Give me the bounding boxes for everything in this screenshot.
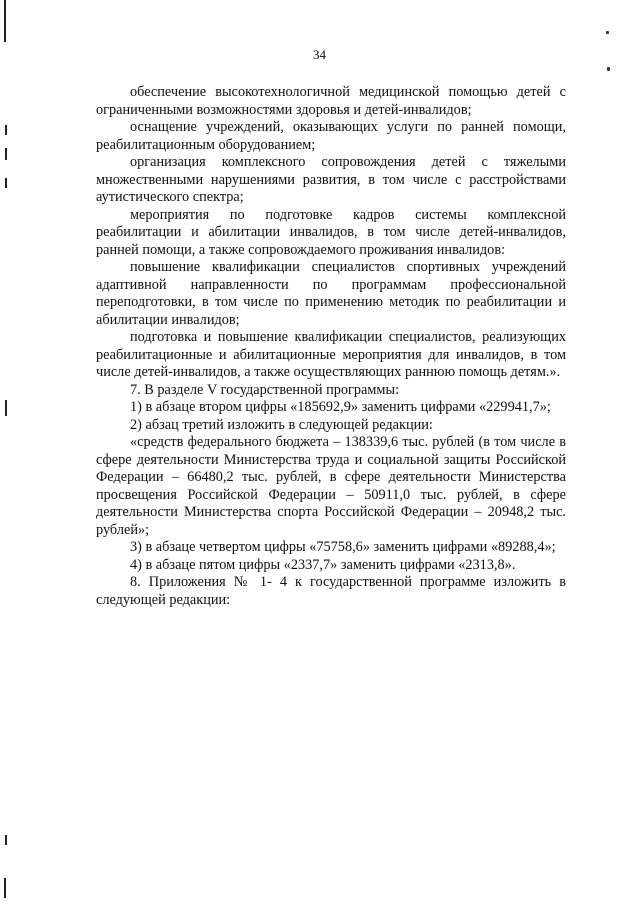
scan-speck bbox=[607, 67, 610, 71]
paragraph: повышение квалификации специалистов спортивных учреждений адаптивной направленности по программам профессиональной переподготовки, в том числе по применению методик по реабилитации и абилитации инвалидов; bbox=[96, 259, 566, 328]
scan-edge-mark bbox=[5, 178, 7, 188]
scan-speck bbox=[606, 31, 609, 34]
paragraph: 4) в абзаце пятом цифры «2337,7» заменить цифрами «2313,8». bbox=[130, 556, 516, 573]
paragraph: оснащение учреждений, оказывающих услуги по ранней помощи, реабилитационным оборудованием; bbox=[96, 119, 566, 153]
scan-edge-mark bbox=[5, 835, 7, 845]
paragraph: обеспечение высокотехнологичной медицинской помощью детей с ограниченными возможностями здоровья и детей-инвалидов; bbox=[96, 84, 566, 118]
scan-edge-mark bbox=[4, 0, 6, 42]
paragraph: 2) абзац третий изложить в следующей редакции: bbox=[130, 416, 433, 433]
scan-edge-mark bbox=[5, 400, 7, 416]
paragraph: 1) в абзаце втором цифры «185692,9» заменить цифрами «229941,7»; bbox=[130, 399, 551, 415]
paragraph: 3) в абзаце четвертом цифры «75758,6» заменить цифрами «89288,4»; bbox=[130, 539, 556, 555]
paragraph: 7. В разделе V государственной программы: bbox=[130, 381, 400, 398]
scan-edge-mark bbox=[5, 148, 7, 160]
paragraph: 8. Приложения № 1- 4 к государственной программе изложить в следующей редакции: bbox=[96, 574, 566, 608]
scan-edge-mark bbox=[5, 125, 7, 135]
paragraph: подготовка и повышение квалификации специалистов, реализующих реабилитационные и абилитационные мероприятия для инвалидов, в том числе детей-инвалидов, а также осуществляющих раннюю помощь детям.». bbox=[96, 329, 566, 380]
paragraph: «средств федерального бюджета – 138339,6 тыс. рублей (в том числе в сфере деятельности Министерства труда и социальной защиты Российской Федерации – 66480,2 тыс. рублей, в сфере деятельности Министерства просвещения Российской Федерации – 50911,0 тыс. рублей, в сфере деятельности Министерства спорта Российской Федерации – 20948,2 тыс. рублей»; bbox=[96, 434, 566, 538]
page-number: 34 bbox=[313, 47, 326, 62]
paragraph: мероприятия по подготовке кадров системы комплексной реабилитации и абилитации инвалидов, в том числе детей-инвалидов, ранней помощи, а также сопровождаемого проживания инвалидов: bbox=[96, 206, 566, 258]
document-body bbox=[96, 84, 566, 609]
scan-edge-mark bbox=[4, 878, 6, 898]
paragraph: организация комплексного сопровождения детей с тяжелыми множественными нарушениями развития, в том числе с расстройствами аутистического спектра; bbox=[96, 154, 566, 205]
